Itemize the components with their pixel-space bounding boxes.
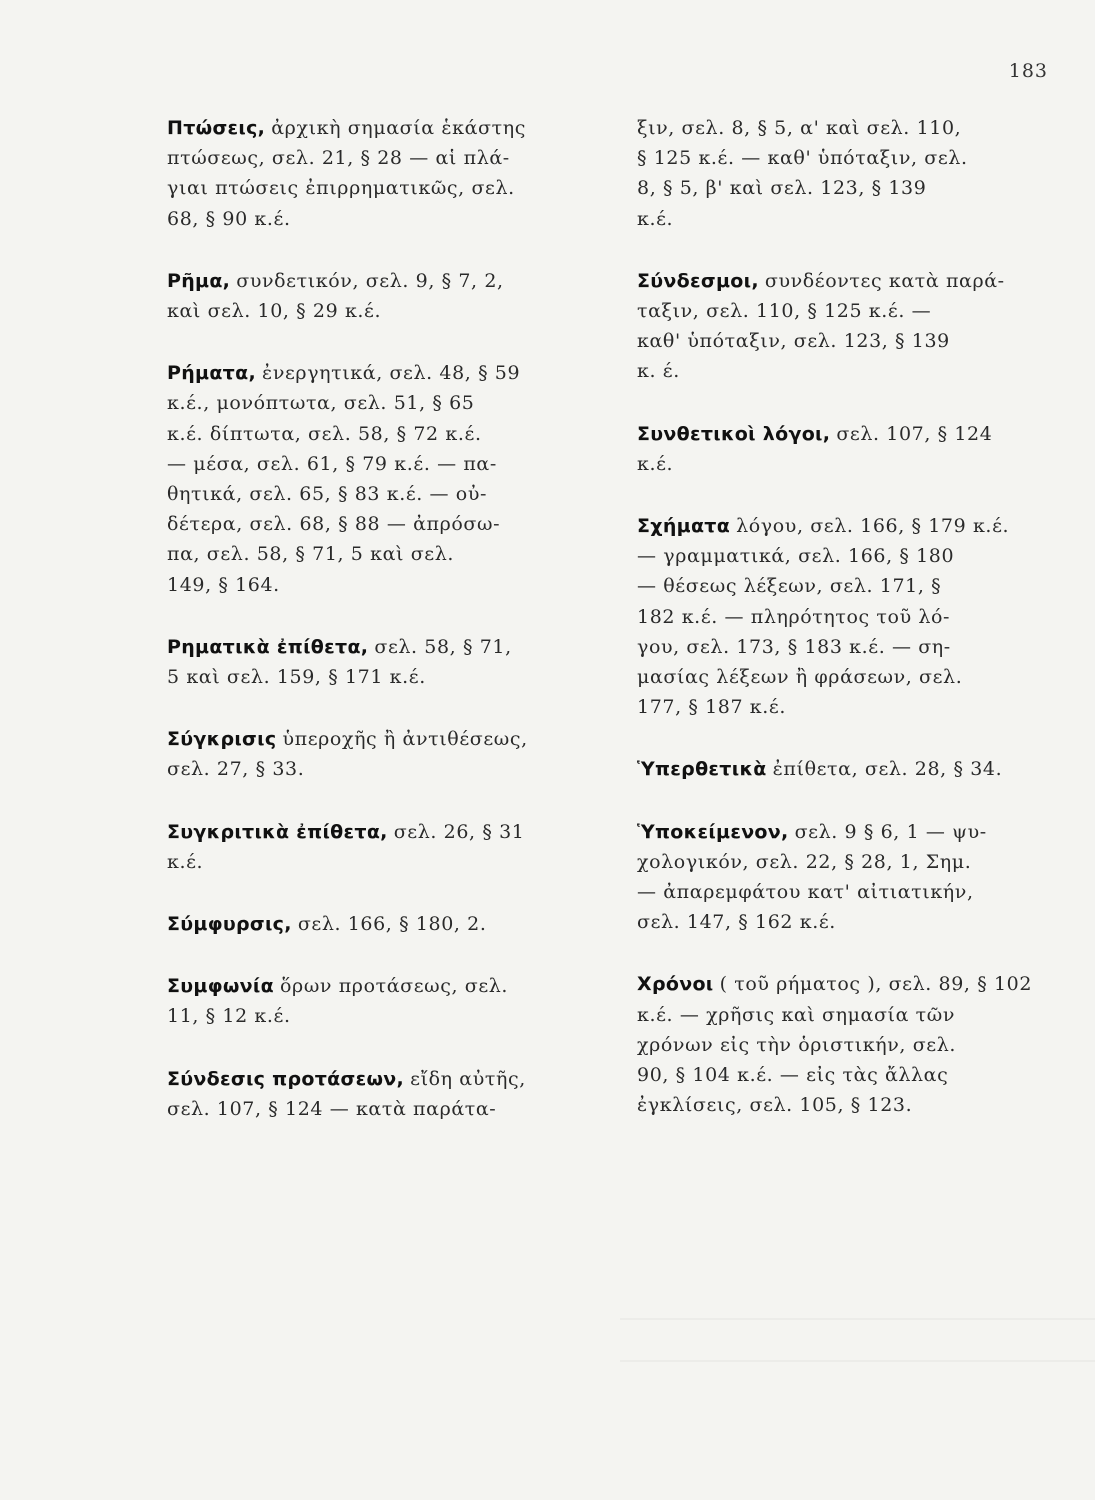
index-entry-rema: Ρῆμα, συνδετικόν, σελ. 9, § 7, 2, καὶ σελ. 10, § 29 κ.έ. [167, 269, 504, 323]
entry-heading: Ρῆμα, [167, 269, 231, 292]
index-entry-synkrisis: Σύγκρισις ὑπεροχῆς ἢ ἀντιθέσεως, σελ. 27, § 33. [167, 728, 528, 781]
index-entry-syndesis-protaseon: Σύνδεσις προτάσεων, εἴδη αὐτῆς, σελ. 107, § 124 — κατὰ παράτα- [167, 1067, 526, 1120]
index-entry-hyperthetika: Ὑπερθετικὰ ἐπίθετα, σελ. 28, § 34. [637, 758, 1003, 781]
entry-heading: Σύμφυρσις, [167, 913, 292, 936]
entry-heading: Συμφωνία [167, 975, 274, 998]
bleed-through-line [620, 1318, 1095, 1320]
entry-heading: Ρηματικὰ ἐπίθετα, [167, 635, 369, 658]
index-entry-syndesmoi: Σύνδεσμοι, συνδέοντες κατὰ παρά- ταξιν, σελ. 110, § 125 κ.έ. — καθ' ὑπόταξιν, σελ. 123, § 139 κ. έ. [637, 269, 1005, 383]
entry-heading: Συνθετικοὶ λόγοι, [637, 422, 831, 445]
page-number: 183 [1008, 60, 1048, 82]
index-entry-ptoseis: Πτώσεις, ἀρχικὴ σημασία ἑκάστης πτώσεως, σελ. 21, § 28 — αἱ πλά- γιαι πτώσεις ἐπιρρηματικῶς, σελ. 68, § 90 κ.έ. [167, 117, 526, 230]
entry-heading: Πτώσεις, [167, 117, 266, 139]
index-column-left [167, 113, 567, 1156]
entry-heading: Σχήματα [637, 515, 731, 538]
index-entry-symphyrsis: Σύμφυρσις, σελ. 166, § 180, 2. [167, 913, 487, 936]
entry-heading: Σύνδεσμοι, [637, 269, 759, 292]
index-column-right [637, 113, 1037, 1152]
entry-heading: Ρήματα, [167, 362, 256, 385]
entry-heading: Συγκριτικὰ ἐπίθετα, [167, 820, 388, 843]
index-entry-continuation: ξιν, σελ. 8, § 5, α' καὶ σελ. 110, § 125 κ.έ. — καθ' ὑπόταξιν, σελ. 8, § 5, β' καὶ σελ. 123, § 139 κ.έ. [637, 117, 968, 230]
index-entry-schemata: Σχήματα λόγου, σελ. 166, § 179 κ.έ. — γραμματικά, σελ. 166, § 180 — θέσεως λέξεων, σελ. 171, § 182 κ.έ. — πληρότητος τοῦ λό- γου, σελ. 173, § 183 κ.έ. — ση- μασίας λέξεων ἢ φράσεων, σελ. 177, § 187 κ.έ. [637, 515, 1010, 719]
index-entry-hypokeimenon: Ὑποκείμενον, σελ. 9 § 6, 1 — ψυ- χολογικόν, σελ. 22, § 28, 1, Σημ. — ἀπαρεμφάτου κατ' αἰτιατικήν, σελ. 147, § 162 κ.έ. [637, 820, 987, 934]
index-entry-synkritika-epitheta: Συγκριτικὰ ἐπίθετα, σελ. 26, § 31 κ.έ. [167, 820, 525, 873]
entry-heading: Ὑποκείμενον, [637, 820, 789, 843]
bleed-through-line [620, 1360, 1095, 1362]
index-entry-rematika-epitheta: Ρηματικὰ ἐπίθετα, σελ. 58, § 71, 5 καὶ σελ. 159, § 171 κ.έ. [167, 635, 512, 689]
entry-heading: Ὑπερθετικὰ [637, 758, 767, 781]
entry-heading: Σύγκρισις [167, 728, 277, 751]
entry-heading: Σύνδεσις προτάσεων, [167, 1067, 405, 1090]
index-entry-symphonia: Συμφωνία ὅρων προτάσεως, σελ. 11, § 12 κ.έ. [167, 975, 509, 1028]
entry-heading: Χρόνοι [637, 973, 714, 996]
index-entry-remata: Ρήματα, ἐνεργητικά, σελ. 48, § 59 κ.έ., μονόπτωτα, σελ. 51, § 65 κ.έ. δίπτωτα, σελ. 58, § 72 κ.έ. — μέσα, σελ. 61, § 79 κ.έ. — πα- θητικά, σελ. 65, § 83 κ.έ. — οὐ- δέτερα, σελ. 68, § 88 — ἀπρόσω- πα, σελ. 58, § 71, 5 καὶ σελ. 149, § 164. [167, 362, 521, 596]
index-entry-chronoi: Χρόνοι ( τοῦ ρήματος ), σελ. 89, § 102 κ.έ. — χρῆσις καὶ σημασία τῶν χρόνων εἰς τὴν ὁριστικήν, σελ. 90, § 104 κ.έ. — εἰς τὰς ἄλλας ἐγκλίσεις, σελ. 105, § 123. [637, 973, 1033, 1117]
index-entry-synthetikoi-logoi: Συνθετικοὶ λόγοι, σελ. 107, § 124 κ.έ. [637, 422, 993, 475]
